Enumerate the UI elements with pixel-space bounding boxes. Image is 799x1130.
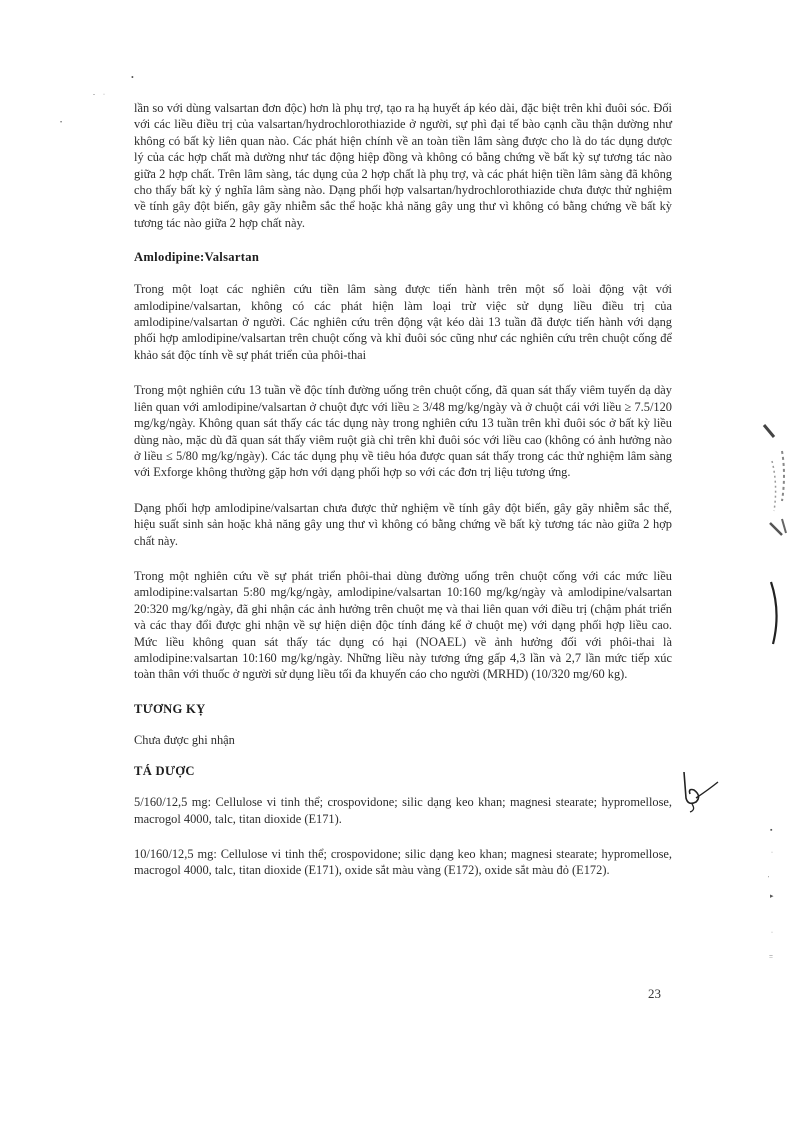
- scan-speck: =: [769, 953, 773, 961]
- scan-speck: •: [131, 73, 134, 82]
- scan-speck: ▪: [770, 826, 773, 834]
- amlodipine-paragraph: Trong một nghiên cứu về sự phát triển phôi-thai dùng đường uống trên chuột cống với các mức liều amlodipine:valsartan 5:80 mg/kg/ngày, amlodipine/valsartan 10:160 mg/kg/ngày và amlodipine/valsartan 20:320 mg/kg/ngày, đã ghi nhận các ảnh hưởng trên chuột mẹ và thai liên quan với điều trị (chậm phát triển và các thay đổi được ghi nhận về sự hiện diện độc tính đáng kể ở chuột mẹ) với dạng phối hợp liều cao. Mức liều không quan sát thấy tác dụng có hại (NOAEL) về ảnh hưởng đối với phôi-thai là amlodipine:valsartan 10:160 mg/kg/ngày. Những liều này tương ứng gấp 4,3 lần và 2,7 lần mức tiếp xúc toàn thân với thuốc ở người sử dụng liều tối đa khuyến cáo cho người (MRHD) (10/320 mg/60 kg).: [134, 568, 672, 682]
- amlodipine-paragraph: Dạng phối hợp amlodipine/valsartan chưa được thử nghiệm về tính gây đột biến, gây gãy nhiễm sắc thể, hiệu suất sinh sản hoặc khả năng gây ung thư vì không có bằng chứng về bất kỳ tương tác nào giữa 2 hợp chất này.: [134, 500, 672, 548]
- scan-speck: ▸: [770, 892, 774, 900]
- ta-duoc-paragraph: 10/160/12,5 mg: Cellulose vi tinh thể; crospovidone; silic dạng keo khan; magnesi stearate; hypromellose, macrogol 4000, talc, titan dioxide (E171), oxide sắt màu vàng (E172), oxide sắt màu đỏ (E172).: [134, 847, 672, 878]
- stamp-fragment: [752, 415, 799, 555]
- section-heading-amlodipine-valsartan: Amlodipine:Valsartan: [134, 250, 260, 265]
- amlodipine-paragraph: Trong một loạt các nghiên cứu tiền lâm sàng được tiến hành trên một số loài động vật với amlodipine/valsartan, không có các phát hiện làm loại trừ việc sử dụng liều điều trị của amlodipine/valsartan ở người. Các nghiên cứu trên động vật kéo dài 13 tuần đã được tiến hành với dạng phối hợp amlodipine/valsartan trên chuột cống và khỉ đuôi sóc cũng như các nghiên cứu trên chuột cống để khảo sát độc tính về sự phát triển của phôi-thai: [134, 282, 672, 362]
- section-heading-tuong-ky: TƯƠNG KỴ: [134, 701, 206, 716]
- intro-paragraph: lần so với dùng valsartan đơn độc) hơn là phụ trợ, tạo ra hạ huyết áp kéo dài, đặc biệt trên khỉ đuôi sóc. Đối với các liều điều trị của valsartan/hydrochlorothiazide ở người, sự phì đại tế bào cạnh cầu thận dường như không có bất kỳ liên quan nào. Các phát hiện chính về an toàn tiền lâm sàng được cho là do tác dụng dược lý của các hợp chất mà dường như tác động hiệp đồng và không có bằng chứng về bất kỳ sự tương tác nào giữa 2 hợp chất. Trên lâm sàng, tác dụng của 2 hợp chất là phụ trợ, và các phát hiện tiền lâm sàng đã không cho thấy bất kỳ ý nghĩa lâm sàng nào. Dạng phối hợp valsartan/hydrochlorothiazide chưa được thử nghiệm về tính gây đột biến, gây gãy nhiễm sắc thể hoặc khả năng gây ung thư vì không có bằng chứng về bất kỳ tương tác nào giữa 2 hợp chất này.: [134, 101, 672, 230]
- scan-speck: ·: [103, 92, 105, 98]
- scan-speck: ·: [771, 930, 773, 936]
- page-number: 23: [648, 986, 661, 1001]
- section-heading-ta-duoc: TÁ DƯỢC: [134, 764, 195, 779]
- page-content: [134, 100, 672, 898]
- scan-speck: •: [60, 120, 63, 126]
- scan-speck: ·: [771, 850, 773, 856]
- margin-bracket-mark: [765, 578, 785, 648]
- amlodipine-paragraph: Trong một nghiên cứu 13 tuần về độc tính đường uống trên chuột cống, đã quan sát thấy viêm tuyến dạ dày liên quan với amlodipine/valsartan ở chuột đực với liều ≥ 3/48 mg/kg/ngày và ở chuột cái với liều ≥ 7.5/120 mg/kg/ngày. Không quan sát thấy các tác dụng này trong nghiên cứu 13 tuần trên khỉ đuôi sóc ở bất kỳ liều dùng nào, mặc dù đã quan sát thấy viêm ruột già chỉ trên khỉ đuôi sóc với liều cao (không có ảnh hưởng nào ở liều ≤ 5/80 mg/kg/ngày). Các tác dụng phụ về tiêu hóa được quan sát thấy trong các thử nghiệm lâm sàng với Exforge không thường gặp hơn với dạng phối hợp so với các đơn trị liệu tương ứng.: [134, 383, 672, 480]
- scan-speck: ': [768, 876, 770, 882]
- ta-duoc-paragraph: 5/160/12,5 mg: Cellulose vi tinh thể; crospovidone; silic dạng keo khan; magnesi stearate; hypromellose, macrogol 4000, talc, titan dioxide (E171).: [134, 795, 672, 826]
- tuong-ky-text: Chưa được ghi nhận: [134, 732, 235, 747]
- scan-speck: -: [93, 92, 95, 98]
- handwritten-initials: [674, 768, 724, 816]
